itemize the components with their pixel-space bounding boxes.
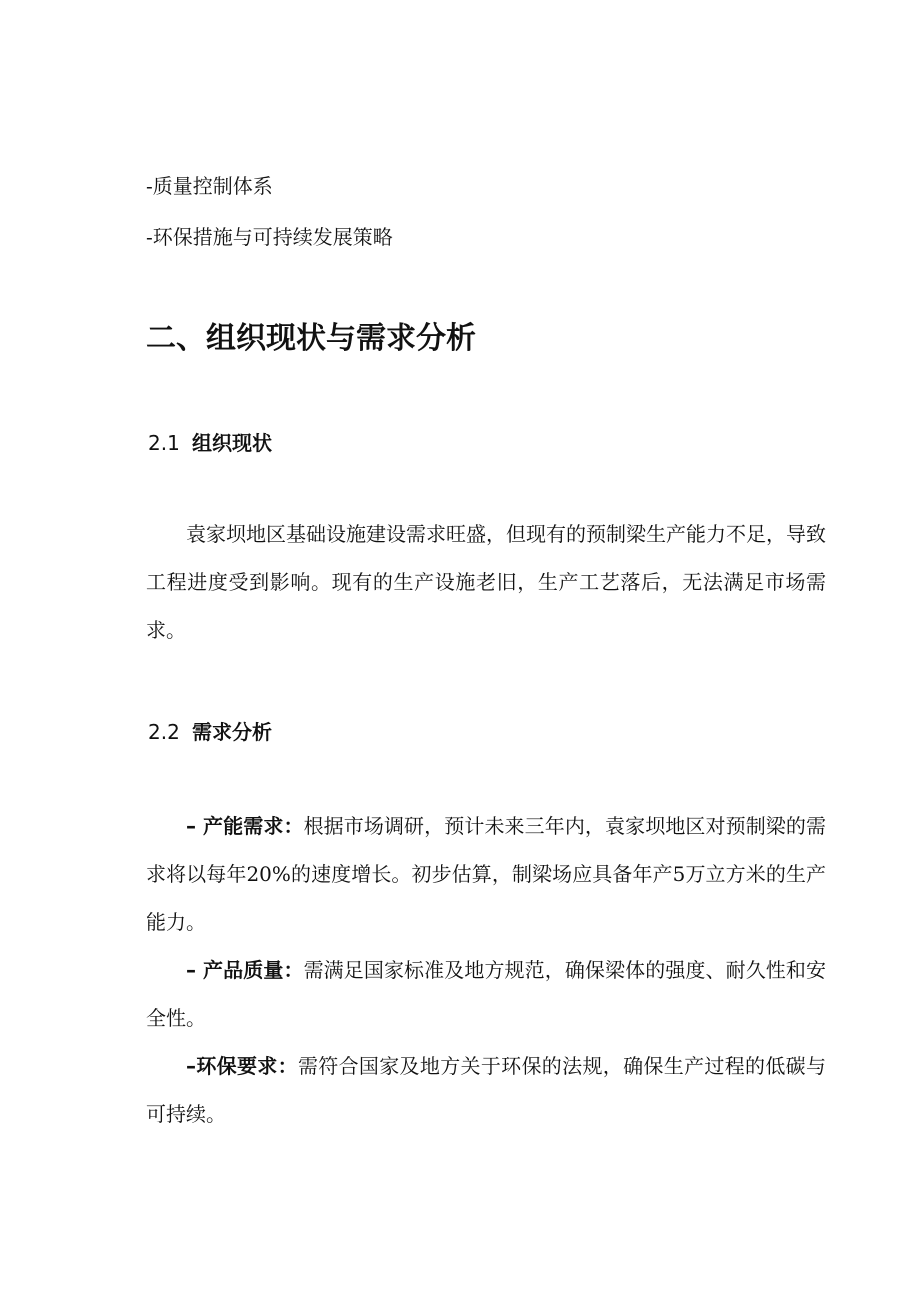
demand-item-environmental: [146, 1042, 826, 1138]
bullet-environmental: -环保措施与可持续发展策略: [146, 225, 393, 249]
item-lead: – 产能需求：: [186, 814, 304, 838]
demand-item-capacity: [146, 802, 826, 946]
item-text: 根据市场调研，预计未来三年内，袁家坝地区对预制梁的需求将以每年20%的速度增长。初步估算，制梁场应具备年产5万立方米的生产能力。: [146, 814, 827, 934]
section-title: 二、组织现状与需求分析: [146, 321, 476, 356]
item-text: 需符合国家及地方关于环保的法规，确保生产过程的低碳与可持续。: [146, 1054, 827, 1126]
paragraph-text: 袁家坝地区基础设施建设需求旺盛，但现有的预制梁生产能力不足，导致工程进度受到影响。现有的生产设施老旧，生产工艺落后，无法满足市场需求。: [146, 522, 826, 642]
paragraph-organization-status: [146, 510, 826, 654]
bullet-quality-control: -质量控制体系: [146, 174, 273, 198]
item-lead: –环保要求：: [186, 1054, 298, 1078]
subsection-number: 2.2: [148, 720, 180, 744]
item-lead: – 产品质量：: [186, 958, 304, 982]
demand-item-quality: [146, 946, 826, 1042]
subsection-title: 需求分析: [192, 720, 272, 744]
subsection-heading-2-1: [148, 433, 272, 453]
subsection-heading-2-2: [148, 722, 272, 742]
item-text: 需满足国家标准及地方规范，确保梁体的强度、耐久性和安全性。: [146, 958, 827, 1030]
subsection-number: 2.1: [148, 431, 180, 455]
subsection-title: 组织现状: [192, 431, 272, 455]
